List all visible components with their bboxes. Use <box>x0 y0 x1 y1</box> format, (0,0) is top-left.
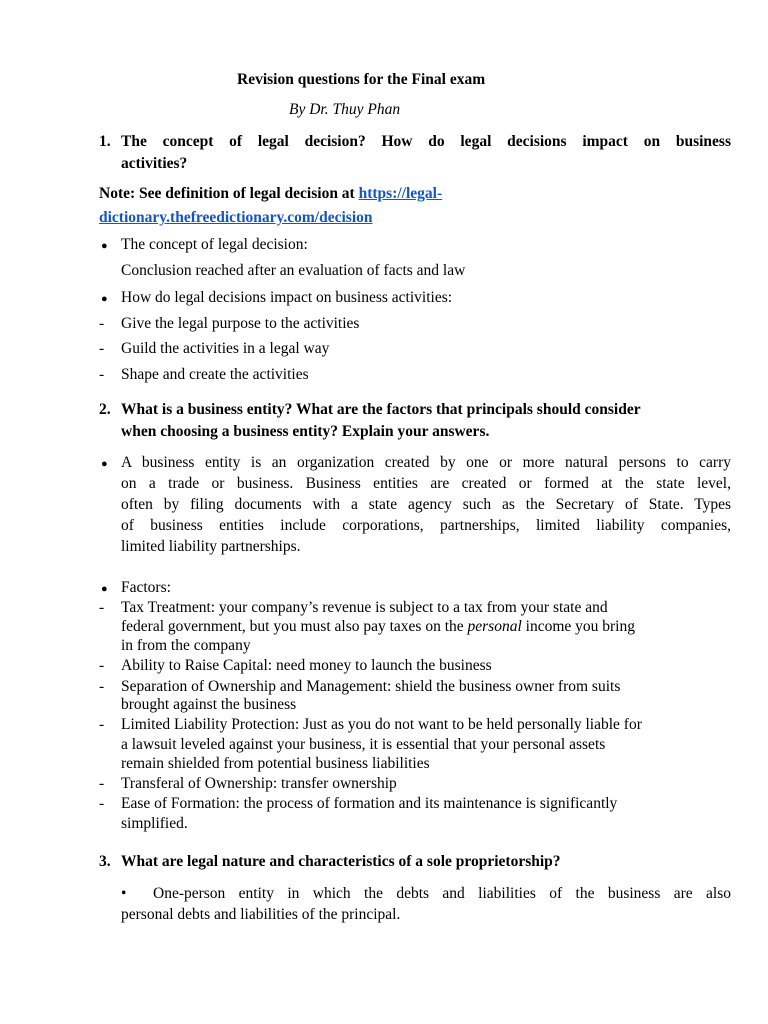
definition-link-part-1[interactable]: https://legal- <box>358 185 443 202</box>
factor-ease-line-1: Ease of Formation: the process of formation and its maintenance is significantly <box>121 795 618 812</box>
question-2-number: 2. <box>99 401 111 418</box>
bullet-icon: ● <box>101 583 108 595</box>
question-1-line-1: The concept of legal decision? How do legal decisions impact on business <box>121 133 731 150</box>
factor-tax-line-2 <box>121 618 635 636</box>
q1-bullet-1-answer: Conclusion reached after an evaluation of facts and law <box>121 262 466 279</box>
q1-bullet-2: How do legal decisions impact on business activities: <box>121 289 453 306</box>
dash-icon: - <box>99 795 105 812</box>
dash-icon: - <box>99 678 105 695</box>
bullet-icon: ● <box>101 458 108 470</box>
question-1-number: 1. <box>99 133 111 150</box>
dash-icon: - <box>99 775 105 792</box>
factor-separation-line-2: brought against the business <box>121 696 297 713</box>
bullet-icon: • <box>121 885 127 902</box>
dash-icon: - <box>99 657 105 674</box>
q1-bullet-1: The concept of legal decision: <box>121 236 308 253</box>
note-line <box>99 185 442 203</box>
factor-liability-line-1: Limited Liability Protection: Just as you do not want to be held personally liable for <box>121 716 642 733</box>
q1-dash-item: Give the legal purpose to the activities <box>121 315 360 332</box>
question-1-line-2: activities? <box>121 155 188 172</box>
entity-definition-line: often by filing documents with a state agency such as the Secretary of State. Types <box>121 496 731 513</box>
tax-text-pre: federal government, but you must also pay taxes on the <box>121 618 468 635</box>
factor-tax-line-3: in from the company <box>121 637 251 654</box>
q3-answer-line-1: One-person entity in which the debts and liabilities of the business are also <box>153 885 731 902</box>
entity-definition-line: on a trade or business. Business entities are created or formed at the state level, <box>121 475 731 492</box>
dash-icon: - <box>99 366 105 383</box>
document-title: Revision questions for the Final exam <box>237 71 486 88</box>
entity-definition-line: limited liability partnerships. <box>121 538 301 555</box>
factor-capital: Ability to Raise Capital: need money to launch the business <box>121 657 492 674</box>
bullet-icon: ● <box>101 293 108 305</box>
dash-icon: - <box>99 315 105 332</box>
bullet-icon: ● <box>101 240 108 252</box>
factor-liability-line-2: a lawsuit leveled against your business, it is essential that your personal assets <box>121 736 606 753</box>
factor-separation-line-1: Separation of Ownership and Management: shield the business owner from suits <box>121 678 621 695</box>
factor-liability-line-3: remain shielded from potential business liabilities <box>121 755 430 772</box>
factor-transfer: Transferal of Ownership: transfer ownership <box>121 775 397 792</box>
question-2-line-2: when choosing a business entity? Explain your answers. <box>121 423 490 440</box>
question-3-number: 3. <box>99 853 111 870</box>
dash-icon: - <box>99 599 105 616</box>
note-line-2 <box>99 209 373 227</box>
q1-dash-item: Shape and create the activities <box>121 366 309 383</box>
question-2-line-1: What is a business entity? What are the factors that principals should consider <box>121 401 641 418</box>
entity-definition-line: A business entity is an organization created by one or more natural persons to carry <box>121 454 731 471</box>
factors-label: Factors: <box>121 579 171 596</box>
tax-text-post: income you bring <box>521 618 635 635</box>
q1-dash-item: Guild the activities in a legal way <box>121 340 330 357</box>
entity-definition-line: of business entities include corporations, partnerships, limited liability companies, <box>121 517 731 534</box>
definition-link-part-2[interactable]: dictionary.thefreedictionary.com/decision <box>99 209 373 226</box>
factor-ease-line-2: simplified. <box>121 815 188 832</box>
factor-tax-line-1: Tax Treatment: your company’s revenue is subject to a tax from your state and <box>121 599 608 616</box>
dash-icon: - <box>99 716 105 733</box>
q3-answer-line-2: personal debts and liabilities of the principal. <box>121 906 401 923</box>
author-line: By Dr. Thuy Phan <box>289 101 401 118</box>
tax-text-italic: personal <box>467 618 522 635</box>
dash-icon: - <box>99 340 105 357</box>
question-3-line-1: What are legal nature and characteristics of a sole proprietorship? <box>121 853 561 870</box>
note-prefix: Note: See definition of legal decision at <box>99 185 359 202</box>
